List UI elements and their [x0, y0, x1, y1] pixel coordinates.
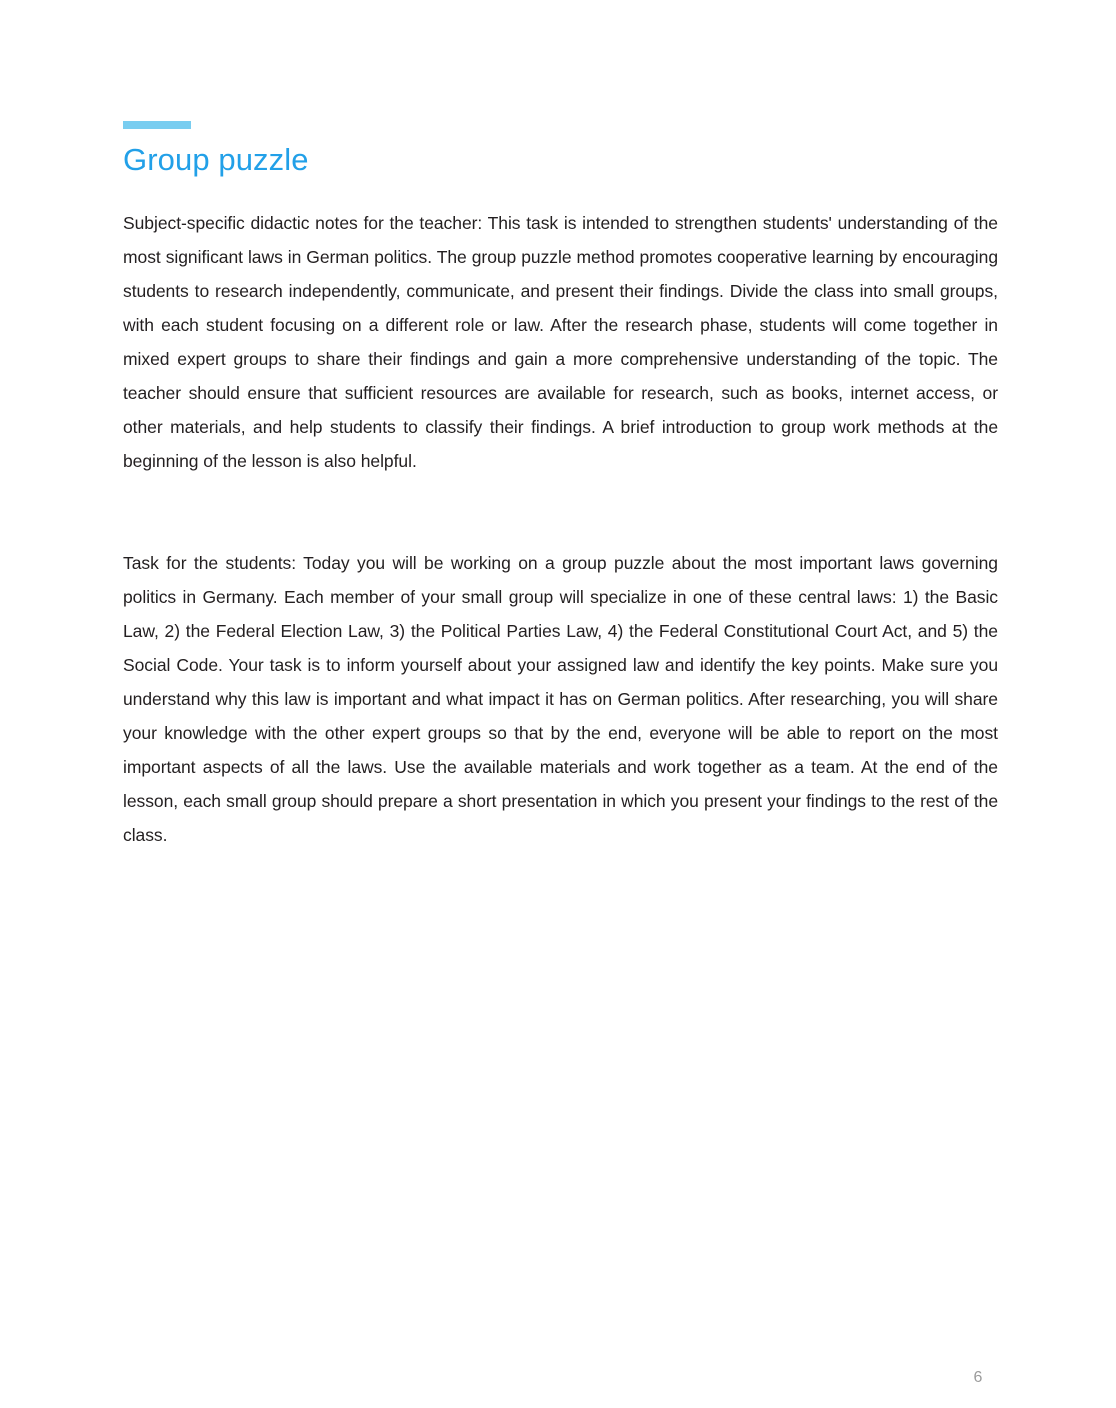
page-title: Group puzzle	[123, 142, 309, 177]
body-text-block	[123, 206, 998, 852]
page-number: 6	[973, 1369, 983, 1386]
paragraph-student-task: Task for the students: Today you will be working on a group puzzle about the most important laws governing politics in Germany. Each member of your small group will specialize in one of these central laws: 1) the Basic Law, 2) the Federal Election Law, 3) the Political Parties Law, 4) the Federal Constitutional Court Act, and 5) the Social Code. Your task is to inform yourself about your assigned law and identify the key points. Make sure you understand why this law is important and what impact it has on German politics. After researching, you will share your knowledge with the other expert groups so that by the end, everyone will be able to report on the most important aspects of all the laws. Use the available materials and work together as a team. At the end of the lesson, each small group should prepare a short presentation in which you present your findings to the rest of the class.	[123, 553, 998, 845]
paragraph-teacher-notes: Subject-specific didactic notes for the teacher: This task is intended to strengthen students' understanding of the most significant laws in German politics. The group puzzle method promotes cooperative learning by encouraging students to research independently, communicate, and present their findings. Divide the class into small groups, with each student focusing on a different role or law. After the research phase, students will come together in mixed expert groups to share their findings and gain a more comprehensive understanding of the topic. The teacher should ensure that sufficient resources are available for research, such as books, internet access, or other materials, and help students to classify their findings. A brief introduction to group work methods at the beginning of the lesson is also helpful.	[123, 213, 998, 471]
page-content	[123, 0, 998, 852]
title-accent-bar	[123, 121, 191, 129]
